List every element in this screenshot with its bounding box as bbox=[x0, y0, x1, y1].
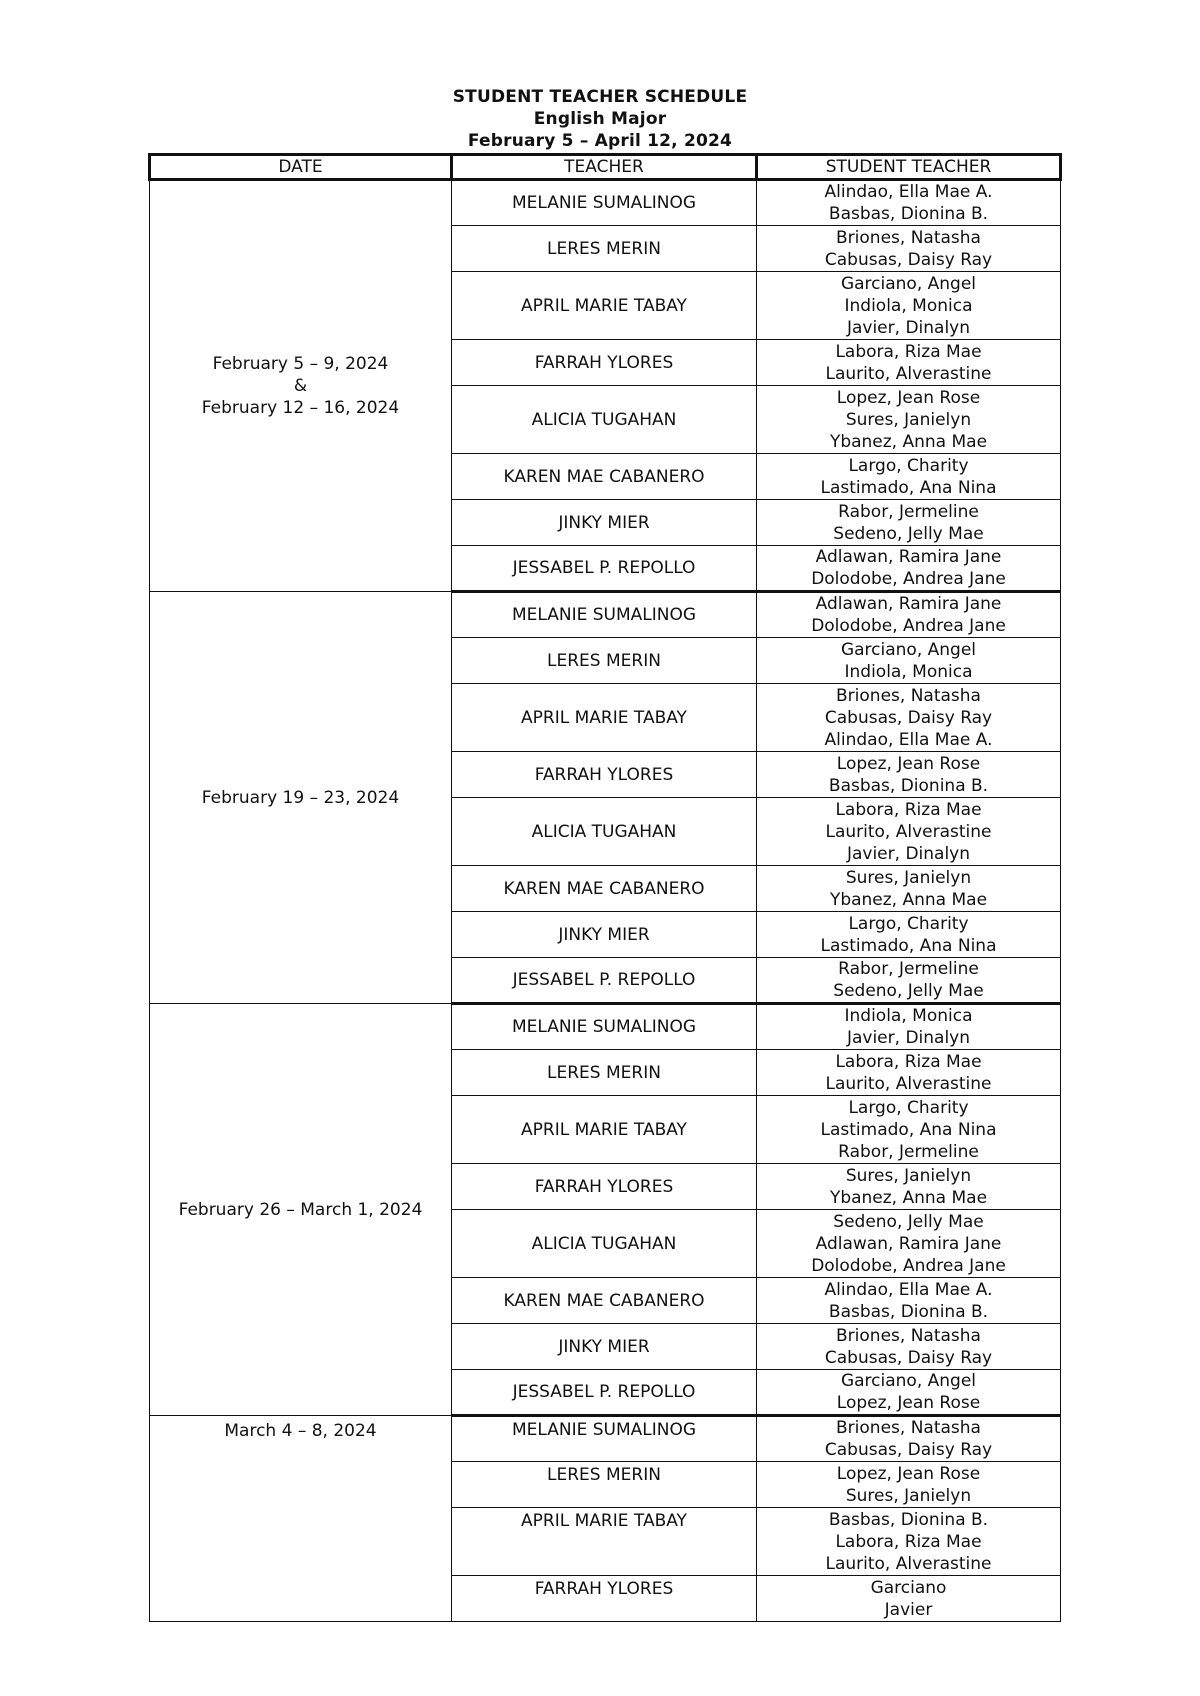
table-header-row bbox=[150, 155, 1061, 180]
student-name: Alindao, Ella Mae A. bbox=[824, 1279, 993, 1300]
student-teacher-cell bbox=[757, 1050, 1061, 1096]
teacher-cell: APRIL MARIE TABAY bbox=[452, 1508, 757, 1576]
teacher-cell: LERES MERIN bbox=[452, 226, 757, 272]
teacher-cell: LERES MERIN bbox=[452, 638, 757, 684]
student-name: Lopez, Jean Rose bbox=[836, 1393, 981, 1413]
teacher-cell: MELANIE SUMALINOG bbox=[452, 180, 757, 226]
student-name: Ybanez, Anna Mae bbox=[829, 431, 988, 452]
student-teacher-cell bbox=[757, 1164, 1061, 1210]
teacher-cell: JINKY MIER bbox=[452, 912, 757, 958]
student-teacher-cell bbox=[757, 386, 1061, 454]
student-name: Garciano bbox=[870, 1577, 947, 1598]
student-name: Javier bbox=[884, 1599, 933, 1620]
student-name: Briones, Natasha bbox=[836, 227, 981, 248]
student-name: Indiola, Monica bbox=[844, 661, 973, 682]
student-name: Largo, Charity bbox=[848, 1097, 969, 1118]
student-name: Labora, Riza Mae bbox=[835, 799, 982, 820]
student-name: Rabor, Jermeline bbox=[838, 501, 979, 522]
student-teacher-cell bbox=[757, 866, 1061, 912]
week-date-line: March 4 – 8, 2024 bbox=[224, 1421, 377, 1441]
column-header-student-teacher: STUDENT TEACHER bbox=[757, 155, 1061, 180]
student-teacher-cell bbox=[757, 958, 1061, 1004]
student-teacher-cell bbox=[757, 1508, 1061, 1576]
student-name: Rabor, Jermeline bbox=[838, 959, 979, 979]
student-name: Sures, Janielyn bbox=[845, 867, 972, 888]
student-name: Adlawan, Ramira Jane bbox=[815, 1233, 1002, 1254]
week-date-cell bbox=[150, 592, 452, 1004]
teacher-cell: JESSABEL P. REPOLLO bbox=[452, 1370, 757, 1416]
table-row bbox=[150, 180, 1061, 226]
student-name: Dolodobe, Andrea Jane bbox=[811, 1255, 1006, 1276]
student-name: Javier, Dinalyn bbox=[846, 1028, 971, 1048]
student-name: Largo, Charity bbox=[848, 455, 969, 476]
student-name: Laurito, Alverastine bbox=[825, 1553, 992, 1574]
student-name: Cabusas, Daisy Ray bbox=[824, 1347, 993, 1368]
student-name: Cabusas, Daisy Ray bbox=[824, 249, 993, 270]
student-teacher-cell bbox=[757, 1324, 1061, 1370]
teacher-cell: FARRAH YLORES bbox=[452, 1576, 757, 1622]
student-name: Alindao, Ella Mae A. bbox=[824, 182, 993, 202]
student-name: Largo, Charity bbox=[848, 913, 969, 934]
student-name: Adlawan, Ramira Jane bbox=[815, 594, 1002, 614]
schedule-body bbox=[150, 180, 1061, 1622]
student-name: Dolodobe, Andrea Jane bbox=[811, 569, 1006, 589]
student-name: Sedeno, Jelly Mae bbox=[833, 981, 984, 1001]
teacher-cell: KAREN MAE CABANERO bbox=[452, 454, 757, 500]
week-date-cell bbox=[150, 180, 452, 592]
document-header bbox=[0, 86, 1200, 152]
student-teacher-cell bbox=[757, 684, 1061, 752]
column-header-teacher: TEACHER bbox=[452, 155, 757, 180]
student-name: Rabor, Jermeline bbox=[838, 1141, 979, 1162]
student-teacher-cell bbox=[757, 500, 1061, 546]
teacher-cell: LERES MERIN bbox=[452, 1462, 757, 1508]
student-name: Lopez, Jean Rose bbox=[836, 387, 981, 408]
teacher-cell: FARRAH YLORES bbox=[452, 1164, 757, 1210]
student-name: Basbas, Dionina B. bbox=[828, 204, 989, 224]
student-name: Basbas, Dionina B. bbox=[828, 775, 989, 796]
student-teacher-cell bbox=[757, 1278, 1061, 1324]
student-name: Javier, Dinalyn bbox=[846, 317, 971, 338]
student-name: Lastimado, Ana Nina bbox=[820, 477, 997, 498]
table-row bbox=[150, 1416, 1061, 1462]
week-date-line: & bbox=[293, 376, 308, 396]
student-name: Briones, Natasha bbox=[836, 685, 981, 706]
student-teacher-cell bbox=[757, 1210, 1061, 1278]
document-title: STUDENT TEACHER SCHEDULE bbox=[452, 87, 748, 107]
student-name: Laurito, Alverastine bbox=[825, 821, 992, 842]
student-teacher-cell bbox=[757, 798, 1061, 866]
student-teacher-cell bbox=[757, 546, 1061, 592]
teacher-cell: JINKY MIER bbox=[452, 1324, 757, 1370]
student-teacher-cell bbox=[757, 638, 1061, 684]
teacher-cell: MELANIE SUMALINOG bbox=[452, 1416, 757, 1462]
week-date-cell bbox=[150, 1004, 452, 1416]
student-name: Cabusas, Daisy Ray bbox=[824, 707, 993, 728]
student-name: Briones, Natasha bbox=[836, 1418, 981, 1438]
student-name: Garciano, Angel bbox=[840, 639, 977, 660]
student-teacher-cell bbox=[757, 1370, 1061, 1416]
student-name: Alindao, Ella Mae A. bbox=[824, 729, 993, 750]
teacher-cell: KAREN MAE CABANERO bbox=[452, 866, 757, 912]
teacher-cell: APRIL MARIE TABAY bbox=[452, 684, 757, 752]
teacher-cell: ALICIA TUGAHAN bbox=[452, 798, 757, 866]
student-teacher-cell bbox=[757, 340, 1061, 386]
student-name: Indiola, Monica bbox=[844, 1006, 973, 1026]
student-teacher-cell bbox=[757, 1096, 1061, 1164]
column-header-date: DATE bbox=[150, 155, 452, 180]
student-name: Sures, Janielyn bbox=[845, 1485, 972, 1506]
student-teacher-cell bbox=[757, 454, 1061, 500]
teacher-cell: JESSABEL P. REPOLLO bbox=[452, 958, 757, 1004]
week-date-line: February 5 – 9, 2024 bbox=[212, 354, 389, 374]
student-name: Laurito, Alverastine bbox=[825, 363, 992, 384]
teacher-cell: MELANIE SUMALINOG bbox=[452, 592, 757, 638]
student-teacher-cell bbox=[757, 272, 1061, 340]
student-name: Lastimado, Ana Nina bbox=[820, 1119, 997, 1140]
week-date-line: February 12 – 16, 2024 bbox=[201, 398, 400, 418]
teacher-cell: APRIL MARIE TABAY bbox=[452, 1096, 757, 1164]
student-name: Javier, Dinalyn bbox=[846, 843, 971, 864]
student-teacher-cell bbox=[757, 226, 1061, 272]
student-name: Sedeno, Jelly Mae bbox=[833, 523, 984, 544]
document-period: February 5 – April 12, 2024 bbox=[467, 131, 733, 151]
week-date-line: February 26 – March 1, 2024 bbox=[178, 1199, 423, 1220]
table-row bbox=[150, 1004, 1061, 1050]
student-name: Adlawan, Ramira Jane bbox=[815, 547, 1002, 567]
student-name: Garciano, Angel bbox=[840, 1371, 977, 1391]
student-teacher-cell bbox=[757, 1416, 1061, 1462]
student-name: Ybanez, Anna Mae bbox=[829, 889, 988, 910]
student-name: Labora, Riza Mae bbox=[835, 1051, 982, 1072]
student-name: Lastimado, Ana Nina bbox=[820, 935, 997, 956]
teacher-cell: JESSABEL P. REPOLLO bbox=[452, 546, 757, 592]
week-date-line: February 19 – 23, 2024 bbox=[201, 787, 400, 808]
student-teacher-cell bbox=[757, 912, 1061, 958]
student-name: Laurito, Alverastine bbox=[825, 1073, 992, 1094]
student-teacher-cell bbox=[757, 1462, 1061, 1508]
student-name: Sures, Janielyn bbox=[845, 409, 972, 430]
week-date-cell bbox=[150, 1416, 452, 1622]
student-name: Ybanez, Anna Mae bbox=[829, 1187, 988, 1208]
student-teacher-cell bbox=[757, 1004, 1061, 1050]
student-name: Lopez, Jean Rose bbox=[836, 753, 981, 774]
teacher-cell: KAREN MAE CABANERO bbox=[452, 1278, 757, 1324]
student-teacher-cell bbox=[757, 592, 1061, 638]
table-row bbox=[150, 592, 1061, 638]
student-name: Basbas, Dionina B. bbox=[828, 1509, 989, 1530]
teacher-cell: ALICIA TUGAHAN bbox=[452, 386, 757, 454]
student-teacher-cell bbox=[757, 752, 1061, 798]
teacher-cell: LERES MERIN bbox=[452, 1050, 757, 1096]
teacher-cell: ALICIA TUGAHAN bbox=[452, 1210, 757, 1278]
student-name: Cabusas, Daisy Ray bbox=[824, 1440, 993, 1460]
schedule-table bbox=[148, 153, 1062, 1622]
document-subtitle: English Major bbox=[533, 109, 667, 129]
student-name: Labora, Riza Mae bbox=[835, 341, 982, 362]
student-name: Indiola, Monica bbox=[844, 295, 973, 316]
teacher-cell: APRIL MARIE TABAY bbox=[452, 272, 757, 340]
student-name: Lopez, Jean Rose bbox=[836, 1463, 981, 1484]
teacher-cell: MELANIE SUMALINOG bbox=[452, 1004, 757, 1050]
student-name: Garciano, Angel bbox=[840, 273, 977, 294]
student-name: Sures, Janielyn bbox=[845, 1165, 972, 1186]
student-name: Dolodobe, Andrea Jane bbox=[811, 616, 1006, 636]
student-name: Sedeno, Jelly Mae bbox=[833, 1211, 984, 1232]
student-teacher-cell bbox=[757, 1576, 1061, 1622]
student-teacher-cell bbox=[757, 180, 1061, 226]
teacher-cell: FARRAH YLORES bbox=[452, 752, 757, 798]
teacher-cell: JINKY MIER bbox=[452, 500, 757, 546]
teacher-cell: FARRAH YLORES bbox=[452, 340, 757, 386]
student-name: Labora, Riza Mae bbox=[835, 1531, 982, 1552]
student-name: Basbas, Dionina B. bbox=[828, 1301, 989, 1322]
student-name: Briones, Natasha bbox=[836, 1325, 981, 1346]
